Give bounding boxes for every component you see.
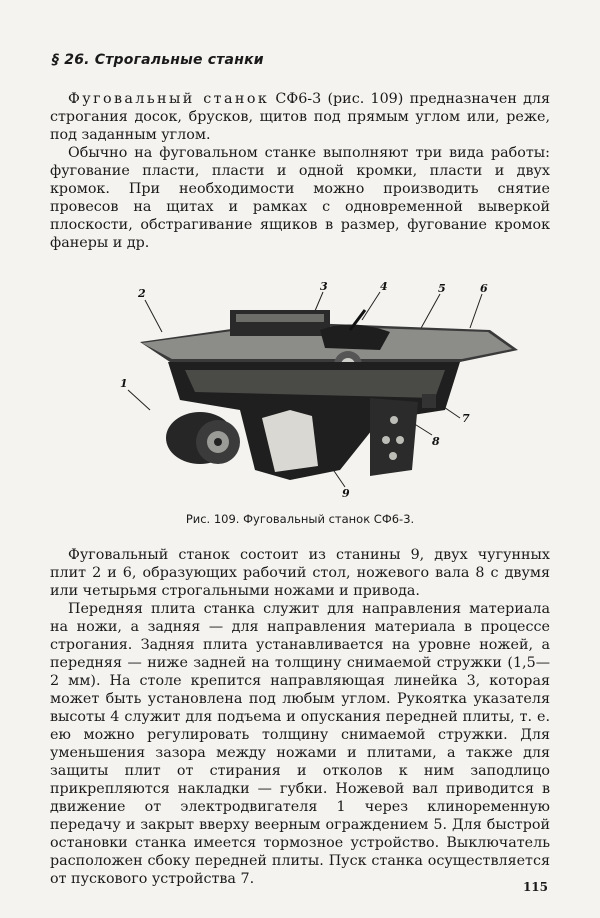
- page-number: 115: [522, 880, 548, 894]
- paragraph-operations: Обычно на фуговальном станке выполняют три вида работы: фугование пласти, пласти и одной кромки, пласти и двух кромок. При необходимости можно производить снятие провесов на щитах и рамках с одновременной выверкой плоскости, обстрагивание ящиков в размер, фугование кромок фанеры и др.: [50, 145, 550, 251]
- figure-machine: [50, 270, 550, 510]
- section-title: § 26. Строгальные станки: [52, 52, 264, 68]
- paragraph-intro: [50, 90, 550, 144]
- figure-caption: Рис. 109. Фуговальный станок СФ6-3.: [185, 512, 415, 526]
- callout-6: 6: [480, 282, 488, 295]
- callout-7: 7: [462, 412, 470, 425]
- page: [50, 52, 550, 888]
- callout-4: 4: [380, 280, 388, 293]
- intro-rest: СФ6-3 (рис. 109) предназначен для строгания досок, брусков, щитов под прямым углом или, реже, под заданным углом.: [50, 91, 550, 143]
- callout-9: 9: [342, 487, 350, 500]
- paragraph-components: Фуговальный станок состоит из станины 9, двух чугунных плит 2 и 6, образующих рабочий стол, ножевого вала 8 с двумя или четырьмя строгальными ножами и привода.: [50, 547, 550, 599]
- callout-2: 2: [138, 287, 146, 300]
- callout-5: 5: [438, 282, 446, 295]
- paragraph-plates: Передняя плита станка служит для направления материала на ножи, а задняя — для направления материала в процессе строгания. Задняя плита устанавливается на уровне ножей, а передняя — ниже задней на толщину снимаемой стружки (1,5—2 мм). На столе крепится направляющая линейка 3, которая может быть установлена под любым углом. Рукоятка указателя высоты 4 служит для подъема и опускания передней плиты, т. е. ею можно регулировать толщину снимаемой стружки. Для уменьшения зазора между ножами и плитами, а также для защиты плит от стирания и отколов к ним заподлицо прикрепляются накладки — губки. Ножевой вал приводится в движение от электродвигателя 1 через клиноременную передачу и закрыт вверху веерным ограждением 5. Для быстрой остановки станка имеется тормозное устройство. Выключатель расположен сбоку передней плиты. Пуск станка осуществляется от пускового устройства 7.: [50, 601, 550, 887]
- term-lead: Фуговальный станок: [68, 91, 270, 107]
- callout-1: 1: [120, 377, 128, 390]
- callout-3: 3: [320, 280, 328, 293]
- callout-8: 8: [432, 435, 440, 448]
- machine-body: [140, 310, 518, 480]
- jointer-machine-illustration: [50, 270, 550, 510]
